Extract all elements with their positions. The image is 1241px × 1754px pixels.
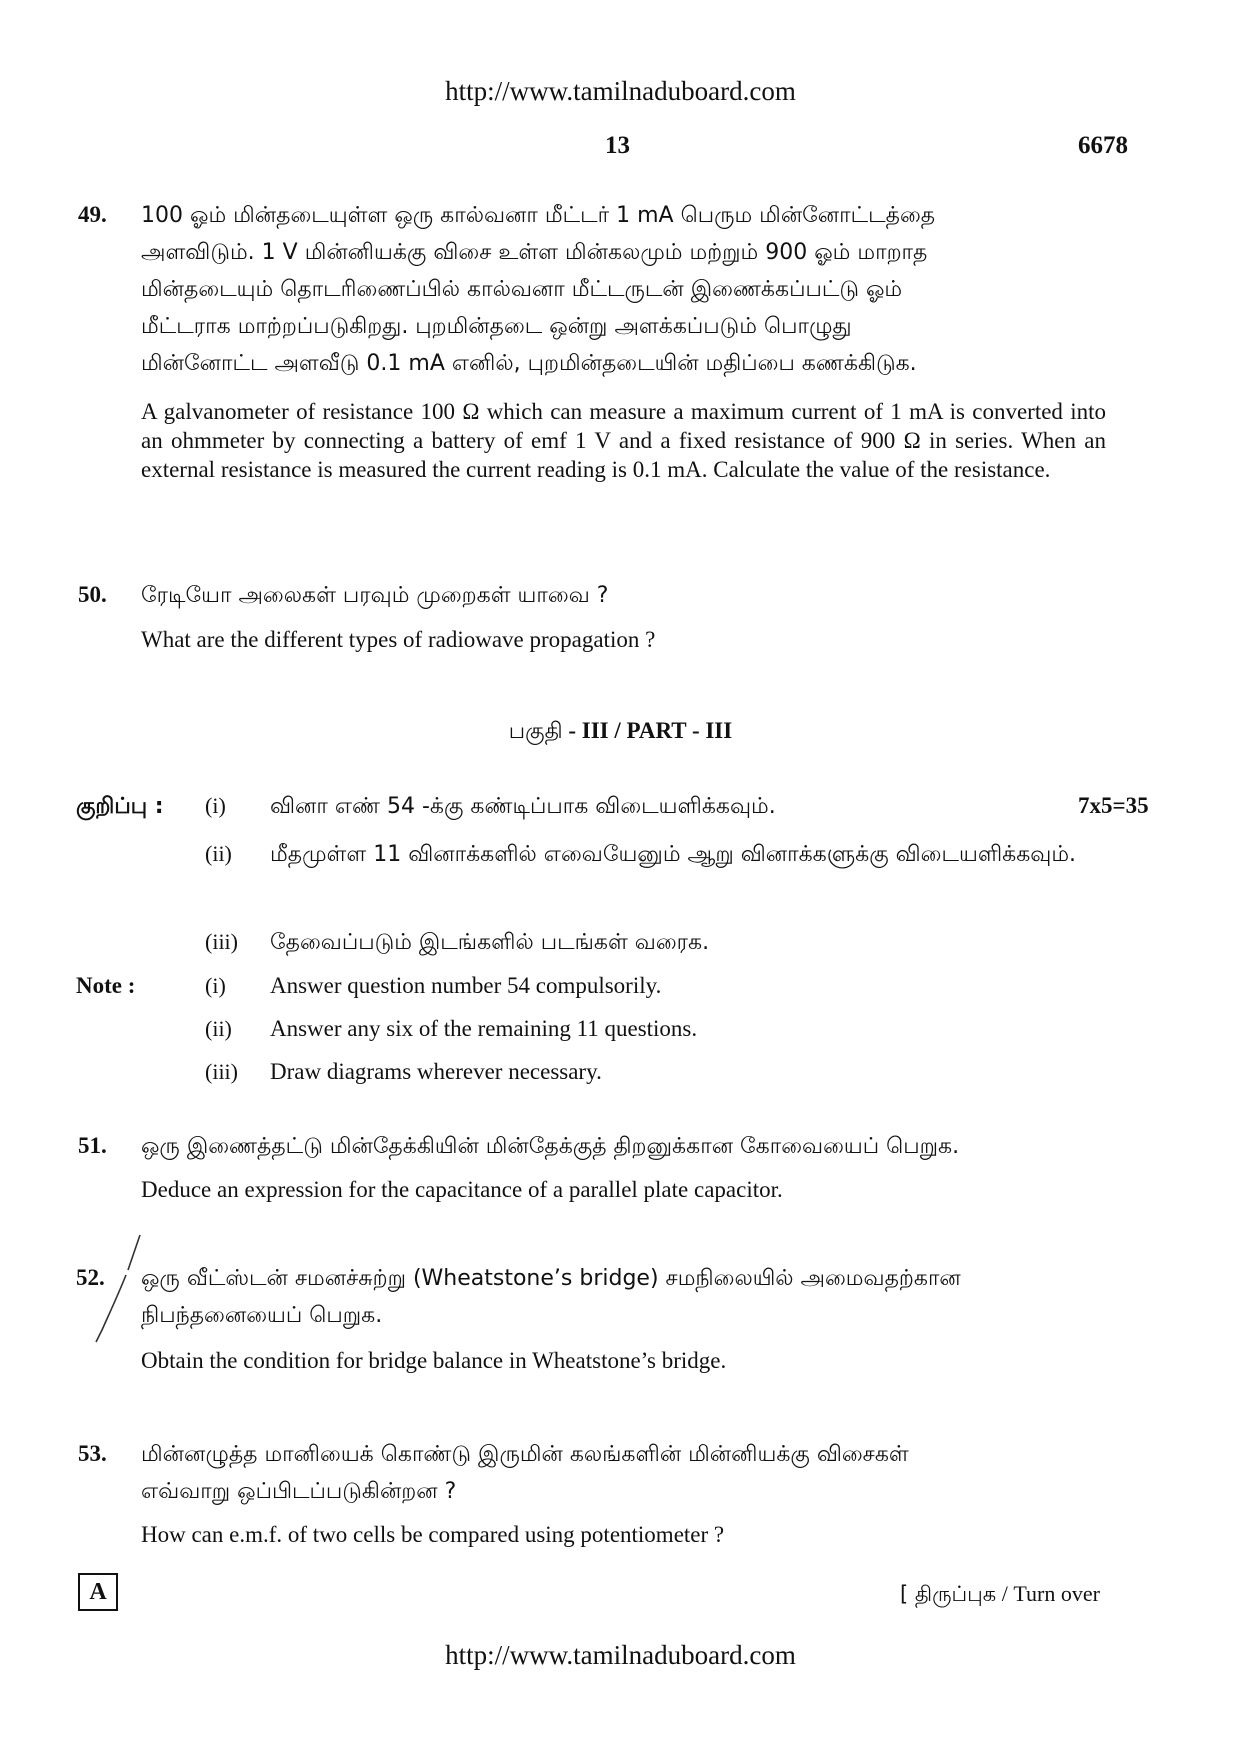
marks-allocation: 7x5=35: [1078, 793, 1149, 818]
q52-english: Obtain the condition for bridge balance in Wheatstone’s bridge.: [141, 1348, 727, 1373]
note-tamil-item: தேவைப்படும் இடங்களில் படங்கள் வரைக.: [270, 930, 710, 955]
note-roman: (ii): [205, 1016, 232, 1041]
q53-tamil: [141, 1436, 1106, 1510]
note-roman: (i): [205, 973, 226, 998]
q51-english: Deduce an expression for the capacitance of a parallel plate capacitor.: [141, 1177, 783, 1202]
note-english-item: Draw diagrams wherever necessary.: [270, 1059, 602, 1084]
q49-english: A galvanometer of resistance 100 Ω which can measure a maximum current of 1 mA is converted into an ohmmeter by connecting a battery of emf 1 V and a fixed resistance of 900 Ω in series. When an external resistance is measured the current reading is 0.1 mA. Calculate the value of the resistance.: [141, 399, 1106, 482]
note-label-english: Note :: [76, 973, 136, 998]
q51-tamil: ஒரு இணைத்தட்டு மின்தேக்கியின் மின்தேக்குத் திறனுக்கான கோவையைப் பெறுக.: [141, 1134, 960, 1159]
q49-tamil-line: மீட்டராக மாற்றப்படுகிறது. புறமின்தடை ஒன்று அளக்கப்படும் பொழுது: [141, 314, 852, 339]
q49-number: 49.: [78, 202, 107, 227]
part-heading-english: - III / PART - III: [568, 718, 733, 743]
q51-number: 51.: [78, 1133, 107, 1158]
q52-tamil: [141, 1260, 1106, 1334]
part-heading-tamil: பகுதி: [508, 719, 563, 744]
q53-english: How can e.m.f. of two cells be compared using potentiometer ?: [141, 1522, 725, 1547]
note-tamil-item: மீதமுள்ள 11 வினாக்களில் எவையேனும் ஆறு வினாக்களுக்கு விடையளிக்கவும்.: [270, 842, 1077, 867]
q50-tamil: ரேடியோ அலைகள் பரவும் முறைகள் யாவை ?: [141, 583, 609, 608]
note-roman: (ii): [205, 841, 232, 866]
paper-code: 6678: [1078, 132, 1128, 159]
q52-tamil-line: நிபந்தனையைப் பெறுக.: [141, 1303, 383, 1328]
q50-number: 50.: [78, 582, 107, 607]
booklet-code-box: A: [78, 1573, 118, 1611]
q53-tamil-line: எவ்வாறு ஒப்பிடப்படுகின்றன ?: [141, 1479, 457, 1504]
q49-tamil-line: மின்தடையும் தொடரிணைப்பில் கால்வனா மீட்டருடன் இணைக்கப்பட்டு ஓம்: [141, 277, 903, 302]
q52-tamil-line: ஒரு வீட்ஸ்டன் சமனச்சுற்று (Wheatstone’s bridge) சமநிலையில் அமைவதற்கான: [141, 1266, 961, 1291]
q49-tamil-line: மின்னோட்ட அளவீடு 0.1 mA எனில், புறமின்தடையின் மதிப்பை கணக்கிடுக.: [141, 351, 917, 376]
turn-over-tamil: [ திருப்புக: [900, 1582, 997, 1606]
header-url: http://www.tamilnaduboard.com: [445, 76, 796, 106]
note-label-tamil: குறிப்பு :: [76, 794, 164, 819]
q53-number: 53.: [78, 1441, 107, 1466]
note-roman: (iii): [205, 929, 238, 954]
turn-over-label: [900, 1581, 1100, 1609]
note-english-item: Answer question number 54 compulsorily.: [270, 973, 662, 998]
note-english-item: Answer any six of the remaining 11 questions.: [270, 1016, 698, 1041]
note-tamil-item: வினா எண் 54 -க்கு கண்டிப்பாக விடையளிக்கவும்.: [270, 794, 776, 819]
page-number: 13: [605, 132, 630, 159]
q50-english: What are the different types of radiowave propagation ?: [141, 627, 656, 652]
footer-url: http://www.tamilnaduboard.com: [445, 1640, 796, 1670]
note-roman: (iii): [205, 1059, 238, 1084]
part-heading: [0, 718, 1241, 747]
turn-over-english: / Turn over: [1001, 1581, 1100, 1606]
pencil-tick-mark-icon: [58, 1230, 148, 1350]
q53-tamil-line: மின்னழுத்த மானியைக் கொண்டு இருமின் கலங்களின் மின்னியக்கு விசைகள்: [141, 1442, 909, 1467]
q52-number: 52.: [76, 1265, 105, 1290]
q49-tamil-line: 100 ஓம் மின்தடையுள்ள ஒரு கால்வனா மீட்டர் 1 mA பெரும மின்னோட்டத்தை: [141, 203, 936, 228]
q49-tamil: [141, 197, 1106, 382]
q49-tamil-line: அளவிடும். 1 V மின்னியக்கு விசை உள்ள மின்கலமும் மற்றும் 900 ஓம் மாறாத: [141, 240, 928, 265]
note-roman: (i): [205, 793, 226, 818]
